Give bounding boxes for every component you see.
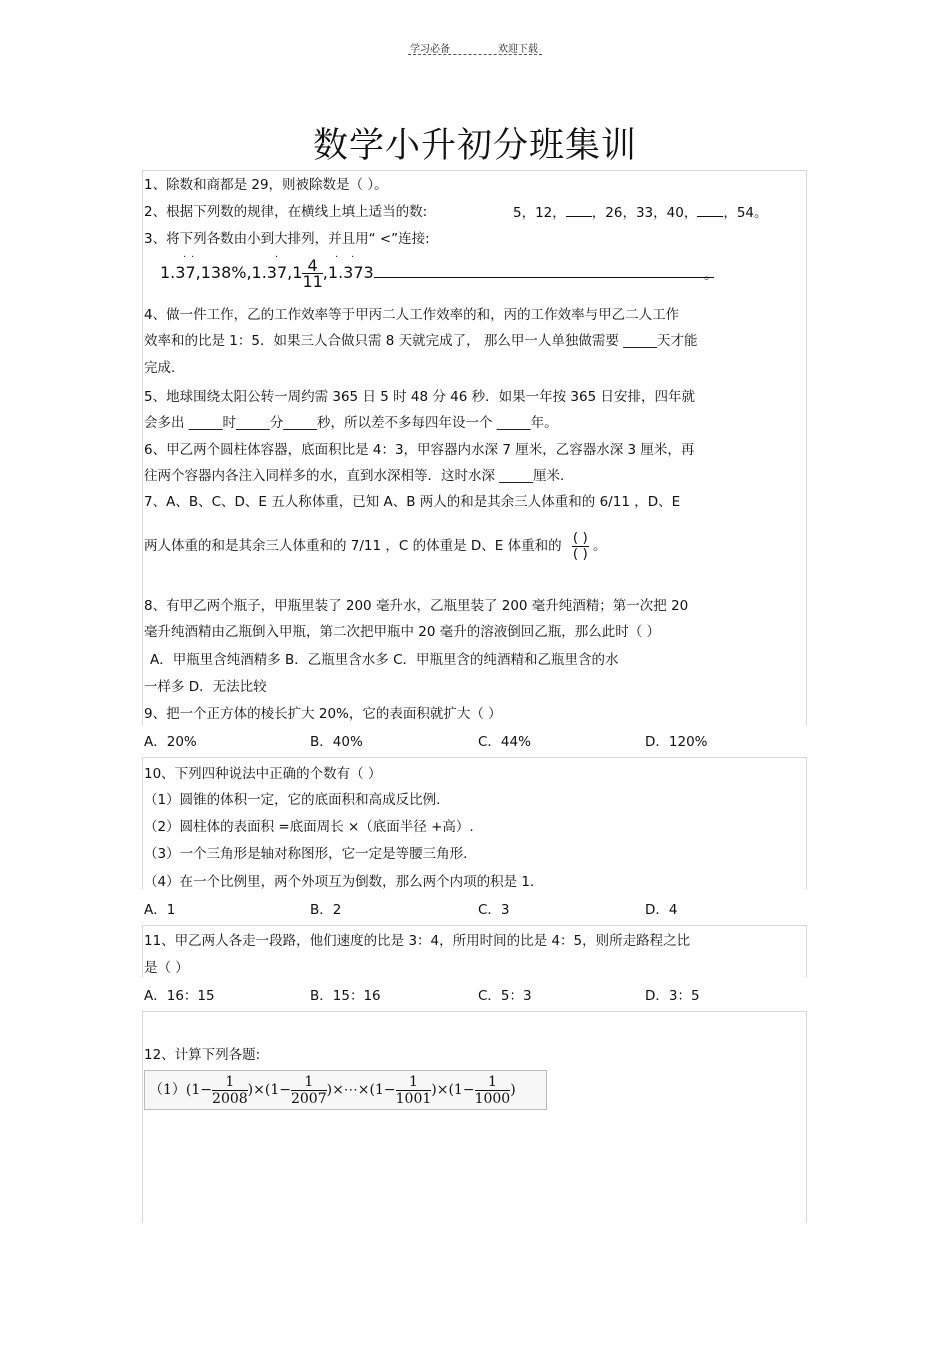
q1-text: 1、除数和商都是 29，则被除数是（ ）。 <box>144 177 388 193</box>
q4-line-1: 4、做一件工作，乙的工作效率等于甲丙二人工作效率的和，丙的工作效率与甲乙二人工作 <box>144 307 680 323</box>
q3-end: 。 <box>704 267 718 283</box>
frame-q11-right <box>806 925 807 977</box>
q12-frac-den: 1001 <box>395 1090 432 1107</box>
q11-line-1: 11、甲乙两人各走一段路，他们速度的比是 3：4，所用时间的比是 4：5，则所走路程之比 <box>144 933 691 949</box>
repeat-dot: · <box>275 252 279 263</box>
frame-top <box>142 170 806 171</box>
q11-option-b[interactable]: B．15：16 <box>310 988 381 1004</box>
q3-text: 3、将下列各数由小到大排列，并且用“ <”连接: <box>144 231 430 247</box>
q9-option-b[interactable]: B．40% <box>310 734 363 750</box>
q12-op: ) <box>510 1082 516 1098</box>
q7-frac-den: ( ) <box>572 545 588 562</box>
q8-line-1: 8、有甲乙两个瓶子，甲瓶里装了 200 毫升水，乙瓶里装了 200 毫升纯酒精；第一次把 20 <box>144 598 689 614</box>
q7-line-2: 两人体重的和是其余三人体重和的 7/11 ，C 的体重是 D、E 体重和的 <box>144 538 562 554</box>
q3-nums-a: 1.37,138%,1.37,1 <box>160 263 303 282</box>
q12-frac-den: 1000 <box>474 1090 511 1107</box>
header-right: 欢迎下载 <box>498 44 538 55</box>
q3-frac-den: 11 <box>302 272 323 291</box>
q10-statement-2: （2）圆柱体的表面积 =底面周长 ×（底面半径 +高）. <box>144 819 474 835</box>
q10-option-d[interactable]: D．4 <box>645 902 678 918</box>
q7-line-2-wrap <box>144 528 607 564</box>
q3-fraction <box>302 258 322 289</box>
q9-text: 9、把一个正方体的棱长扩大 20%，它的表面积就扩大（ ） <box>144 706 502 722</box>
q12-frac-den: 2007 <box>290 1090 327 1107</box>
frame-q10-top <box>142 757 806 758</box>
q12-frac-num: 1 <box>291 1074 327 1091</box>
q12-frac-num: 1 <box>475 1074 511 1091</box>
q12-op: )×⋯×(1− <box>326 1082 396 1098</box>
q12-frac-num: 1 <box>396 1074 432 1091</box>
frame-q10-left <box>142 757 143 889</box>
q2-seq-c: ，54。 <box>723 205 768 221</box>
q12-op: )×(1− <box>431 1082 475 1098</box>
q11-option-a[interactable]: A．16：15 <box>144 988 215 1004</box>
q6-line-1: 6、甲乙两个圆柱体容器，底面积比是 4：3，甲容器内水深 7 厘米，乙容器水深 3 厘米，再 <box>144 442 695 458</box>
q8-line-2: 毫升纯酒精由乙瓶倒入甲瓶，第二次把甲瓶中 20 毫升的溶液倒回乙瓶，那么此时（ ） <box>144 624 661 640</box>
repeat-dot: · <box>183 252 187 263</box>
q9-option-c[interactable]: C．44% <box>478 734 531 750</box>
q12-op: (1− <box>185 1082 213 1098</box>
q8-line-3: A．甲瓶里含纯酒精多 B．乙瓶里含水多 C．甲瓶里含的纯酒精和乙瓶里含的水 <box>150 652 619 668</box>
q6-line-2: 往两个容器内各注入同样多的水，直到水深相等．这时水深 _____厘米. <box>144 468 565 484</box>
q12-label: （1） <box>149 1082 186 1098</box>
q8-line-4: 一样多 D．无法比较 <box>144 679 267 695</box>
q11-option-c[interactable]: C．5：3 <box>478 988 532 1004</box>
frame-right-top <box>806 170 807 725</box>
frame-q10-right <box>806 757 807 889</box>
header-rule <box>408 54 542 55</box>
q12-frac-2 <box>291 1074 327 1107</box>
q2-sequence <box>513 203 768 222</box>
q10-option-b[interactable]: B．2 <box>310 902 342 918</box>
q12-frac-num: 1 <box>212 1074 248 1091</box>
q2-text: 2、根据下列数的规律，在横线上填上适当的数: <box>144 204 428 220</box>
q7-frac-num: ( ) <box>572 529 588 546</box>
header-left: 学习必备 <box>410 44 450 55</box>
q10-statement-3: （3）一个三角形是轴对称图形，它一定是等腰三角形. <box>144 846 468 862</box>
q2-seq-b: ，26，33，40， <box>591 205 698 221</box>
q5-line-2: 会多出 _____时_____分_____秒，所以差不多每四年设一个 _____年。 <box>144 415 558 431</box>
q10-statement-1: （1）圆锥的体积一定，它的底面积和高成反比例. <box>144 792 441 808</box>
q3-answer-blank[interactable] <box>374 264 714 278</box>
q12-frac-den: 2008 <box>212 1090 248 1107</box>
frame-left-top <box>142 170 143 725</box>
q3-frac-num: 4 <box>302 258 322 274</box>
repeat-dot: · <box>191 252 195 263</box>
q4-line-3: 完成. <box>144 360 176 376</box>
q12-op: )×(1− <box>247 1082 291 1098</box>
frame-q11-top <box>142 925 806 926</box>
frame-q12-left <box>142 1011 143 1223</box>
frame-q11-left <box>142 925 143 977</box>
q12-text: 12、计算下列各题: <box>144 1047 261 1063</box>
repeat-dot: · <box>351 252 355 263</box>
q2-blank-2[interactable] <box>697 203 723 217</box>
q12-expression <box>144 1070 547 1110</box>
repeat-dot: · <box>335 252 339 263</box>
q11-option-d[interactable]: D．3：5 <box>645 988 700 1004</box>
q12-frac-4 <box>475 1074 511 1107</box>
q10-statement-4: （4）在一个比例里，两个外项互为倒数，那么两个内项的积是 1． <box>144 874 544 890</box>
q2-blank-1[interactable] <box>566 203 592 217</box>
q12-frac-1 <box>212 1074 248 1107</box>
q9-option-d[interactable]: D．120% <box>645 734 708 750</box>
q9-option-a[interactable]: A．20% <box>144 734 197 750</box>
q12-frac-3 <box>396 1074 432 1107</box>
q12-expression-row <box>149 1073 516 1107</box>
q3-nums-b: ,1.373 <box>322 263 374 282</box>
q2-seq-a: 5，12， <box>513 205 566 221</box>
q4-line-2: 效率和的比是 1：5．如果三人合做只需 8 天就完成了， 那么甲一人单独做需要 _____天才能 <box>144 333 698 349</box>
q10-text: 10、下列四种说法中正确的个数有（ ） <box>144 766 382 782</box>
q7-line-1: 7、A、B、C、D、E 五人称体重，已知 A、B 两人的和是其余三人体重和的 6/11 ，D、E <box>144 494 681 510</box>
frame-q12-right <box>806 1011 807 1223</box>
q7-fraction <box>572 531 589 562</box>
page-title: 数学小升初分班集训 <box>312 126 637 166</box>
q10-option-c[interactable]: C．3 <box>478 902 510 918</box>
frame-q12-top <box>142 1011 806 1012</box>
q7-end: 。 <box>593 538 607 554</box>
q5-line-1: 5、地球围绕太阳公转一周约需 365 日 5 时 48 分 46 秒．如果一年按 365 日安排，四年就 <box>144 389 695 405</box>
q11-line-2: 是（ ） <box>144 960 189 976</box>
q10-option-a[interactable]: A．1 <box>144 902 176 918</box>
q3-numbers <box>160 254 714 292</box>
